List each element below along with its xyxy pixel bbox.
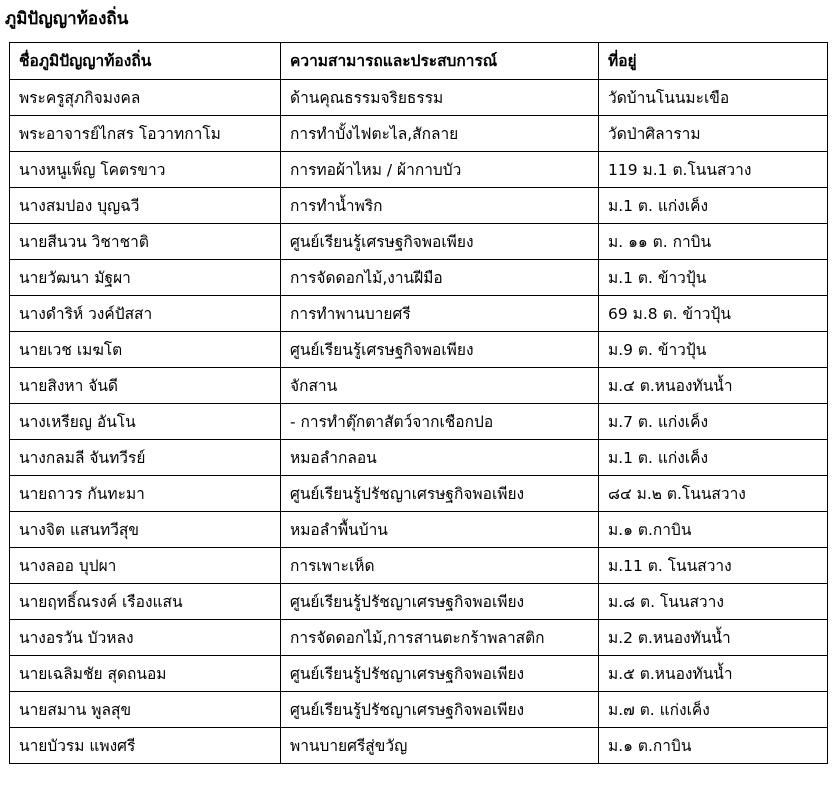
cell-name: นายเฉลิมชัย สุดถนอม — [10, 656, 281, 692]
cell-name: นางเหรียญ อันโน — [10, 404, 281, 440]
cell-name: นางจิต แสนทวีสุข — [10, 512, 281, 548]
cell-address: ม.1 ต. แก่งเค็ง — [599, 188, 828, 224]
cell-name: นายถาวร กันทะมา — [10, 476, 281, 512]
cell-skill: ด้านคุณธรรมจริยธรรม — [281, 80, 599, 116]
table-row — [10, 260, 828, 296]
cell-skill: ศูนย์เรียนรู้ปรัชญาเศรษฐกิจพอเพียง — [281, 476, 599, 512]
table-row — [10, 728, 828, 764]
cell-name: นางดำริห์ วงค์ปัสสา — [10, 296, 281, 332]
cell-address: ม.๑ ต.กาบิน — [599, 512, 828, 548]
cell-address: ม.11 ต. โนนสวาง — [599, 548, 828, 584]
header-name: ชื่อภูมิปัญญาท้องถิ่น — [10, 43, 281, 80]
cell-name: นายสมาน พูลสุข — [10, 692, 281, 728]
cell-skill: การทอผ้าไหม / ผ้ากาบบัว — [281, 152, 599, 188]
cell-name: นายสีนวน วิชาชาติ — [10, 224, 281, 260]
cell-name: นายฤทธิ์ณรงค์ เรืองแสน — [10, 584, 281, 620]
cell-address: ม.1 ต. แก่งเค็ง — [599, 440, 828, 476]
table-row — [10, 116, 828, 152]
table-row — [10, 548, 828, 584]
table-row — [10, 476, 828, 512]
cell-skill: การทำพานบายศรี — [281, 296, 599, 332]
table-row — [10, 404, 828, 440]
table-header-row — [10, 43, 828, 80]
cell-address: วัดป่าศิลาราม — [599, 116, 828, 152]
cell-skill: หมอลำพื้นบ้าน — [281, 512, 599, 548]
table-row — [10, 368, 828, 404]
cell-skill: ศูนย์เรียนรู้ปรัชญาเศรษฐกิจพอเพียง — [281, 656, 599, 692]
table-row — [10, 80, 828, 116]
cell-address: ม.๗ ต. แก่งเค็ง — [599, 692, 828, 728]
cell-address: ม.๑ ต.กาบิน — [599, 728, 828, 764]
cell-address: ม.2 ต.หนองทันน้ำ — [599, 620, 828, 656]
table-row — [10, 296, 828, 332]
cell-skill: ศูนย์เรียนรู้ปรัชญาเศรษฐกิจพอเพียง — [281, 692, 599, 728]
table-row — [10, 656, 828, 692]
cell-name: นางอรวัน บัวหลง — [10, 620, 281, 656]
table-row — [10, 332, 828, 368]
cell-name: นายบัวรม แพงศรี — [10, 728, 281, 764]
table-row — [10, 692, 828, 728]
table-row — [10, 584, 828, 620]
header-address: ที่อยู่ — [599, 43, 828, 80]
cell-address: ม.๘ ต. โนนสวาง — [599, 584, 828, 620]
cell-skill: ศูนย์เรียนรู้ปรัชญาเศรษฐกิจพอเพียง — [281, 584, 599, 620]
cell-skill: พานบายศรีสู่ขวัญ — [281, 728, 599, 764]
table-row — [10, 152, 828, 188]
cell-skill: ศูนย์เรียนรู้เศรษฐกิจพอเพียง — [281, 224, 599, 260]
table-row — [10, 620, 828, 656]
cell-address: ๘๔ ม.๒ ต.โนนสวาง — [599, 476, 828, 512]
table-row — [10, 224, 828, 260]
cell-name: พระอาจารย์ไกสร โอวาทกาโม — [10, 116, 281, 152]
cell-skill: ศูนย์เรียนรู้เศรษฐกิจพอเพียง — [281, 332, 599, 368]
cell-skill: การจัดดอกไม้,งานฝีมือ — [281, 260, 599, 296]
cell-skill: การทำบั้งไฟตะไล,สักลาย — [281, 116, 599, 152]
cell-name: นางกลมลี จันทวีรย์ — [10, 440, 281, 476]
cell-name: นางลออ บุปผา — [10, 548, 281, 584]
cell-name: นางสมปอง บุญฉวี — [10, 188, 281, 224]
cell-name: นางหนูเพ็ญ โคตรขาว — [10, 152, 281, 188]
cell-address: ม.๔ ต.หนองทันน้ำ — [599, 368, 828, 404]
cell-address: ม.9 ต. ข้าวปุ้น — [599, 332, 828, 368]
cell-address: 119 ม.1 ต.โนนสวาง — [599, 152, 828, 188]
cell-name: พระครูสุภกิจมงคล — [10, 80, 281, 116]
cell-name: นายสิงหา จันดี — [10, 368, 281, 404]
cell-skill: จักสาน — [281, 368, 599, 404]
cell-skill: การจัดดอกไม้,การสานตะกร้าพลาสติก — [281, 620, 599, 656]
cell-address: วัดบ้านโนนมะเขือ — [599, 80, 828, 116]
cell-address: ม.1 ต. ข้าวปุ้น — [599, 260, 828, 296]
document-title: ภูมิปัญญาท้องถิ่น — [5, 9, 129, 29]
cell-skill: การเพาะเห็ด — [281, 548, 599, 584]
cell-name: นายเวช เมฆโต — [10, 332, 281, 368]
header-skill: ความสามารถและประสบการณ์ — [281, 43, 599, 80]
cell-skill: - การทำตุ๊กตาสัตว์จากเชือกปอ — [281, 404, 599, 440]
cell-address: ม. ๑๑ ต. กาบิน — [599, 224, 828, 260]
cell-address: 69 ม.8 ต. ข้าวปุ้น — [599, 296, 828, 332]
table-row — [10, 440, 828, 476]
cell-address: ม.๕ ต.หนองทันน้ำ — [599, 656, 828, 692]
table-row — [10, 512, 828, 548]
cell-skill: การทำน้ำพริก — [281, 188, 599, 224]
cell-address: ม.7 ต. แก่งเค็ง — [599, 404, 828, 440]
cell-name: นายวัฒนา มัฐผา — [10, 260, 281, 296]
cell-skill: หมอลำกลอน — [281, 440, 599, 476]
local-wisdom-table — [9, 42, 828, 764]
table-row — [10, 188, 828, 224]
